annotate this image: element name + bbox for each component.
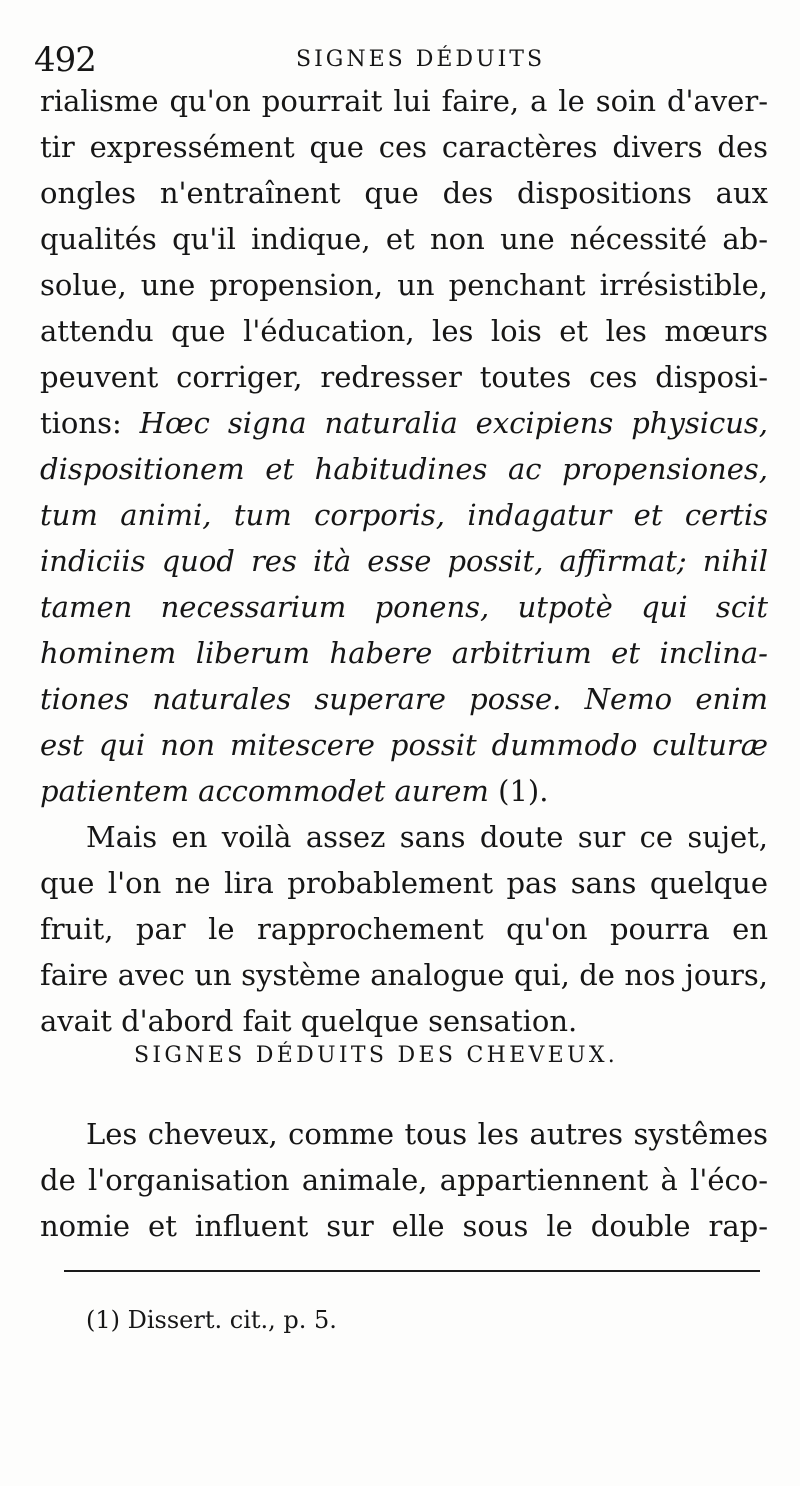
text-line: faire avec un système analogue qui, de nos jours, xyxy=(40,958,768,992)
latin-line: dispositionem et habitudines ac propensiones, xyxy=(40,452,768,486)
section-heading: SIGNES DÉDUITS DES CHEVEUX. xyxy=(134,1043,619,1068)
text-line-mixed xyxy=(40,400,768,446)
text-line: nomie et influent sur elle sous le double rap- xyxy=(40,1209,768,1243)
running-head: SIGNES DÉDUITS xyxy=(296,47,546,72)
latin-line: indiciis quod res ità esse possit, affirmat; nihil xyxy=(40,544,768,578)
latin-line: tamen necessarium ponens, utpotè qui scit xyxy=(40,590,768,624)
text-line-mixed xyxy=(40,768,768,814)
text-line: Les cheveux, comme tous les autres systêmes xyxy=(86,1117,768,1151)
page-header xyxy=(34,36,760,84)
footnote-rule xyxy=(64,1270,760,1272)
latin-quote-start: Hœc signa naturalia excipiens physicus, xyxy=(139,406,769,440)
text-line: avait d'abord fait quelque sensation. xyxy=(40,1004,578,1038)
text-line: rialisme qu'on pourrait lui faire, a le soin d'aver- xyxy=(40,84,768,118)
text-line: fruit, par le rapprochement qu'on pourra en xyxy=(40,912,768,946)
text-line: de l'organisation animale, appartiennent à l'éco- xyxy=(40,1163,768,1197)
text-line: attendu que l'éducation, les lois et les mœurs xyxy=(40,314,768,348)
latin-line: est qui non mitescere possit dummodo culturæ xyxy=(40,728,768,762)
text-line: tir expressément que ces caractères divers des xyxy=(40,130,768,164)
footnote: (1) Dissert. cit., p. 5. xyxy=(86,1306,337,1334)
footnote-reference: (1). xyxy=(488,774,549,808)
latin-quote-end: patientem accommodet aurem xyxy=(40,774,489,808)
text-line: Mais en voilà assez sans doute sur ce sujet, xyxy=(86,820,768,854)
main-text xyxy=(40,78,768,1044)
latin-line: hominem liberum habere arbitrium et inclina- xyxy=(40,636,768,670)
text-line: que l'on ne lira probablement pas sans quelque xyxy=(40,866,768,900)
text-line: ongles n'entraînent que des dispositions aux xyxy=(40,176,768,210)
latin-line: tum animi, tum corporis, indagatur et certis xyxy=(40,498,768,532)
text-line: peuvent corriger, redresser toutes ces disposi- xyxy=(40,360,768,394)
roman-text: tions: xyxy=(40,406,140,440)
latin-line: tiones naturales superare posse. Nemo enim xyxy=(40,682,768,716)
text-line: qualités qu'il indique, et non une nécessité ab- xyxy=(40,222,768,256)
text-line: solue, une propension, un penchant irrésistible, xyxy=(40,268,768,302)
section-text xyxy=(40,1111,768,1249)
page-number: 492 xyxy=(34,40,96,80)
